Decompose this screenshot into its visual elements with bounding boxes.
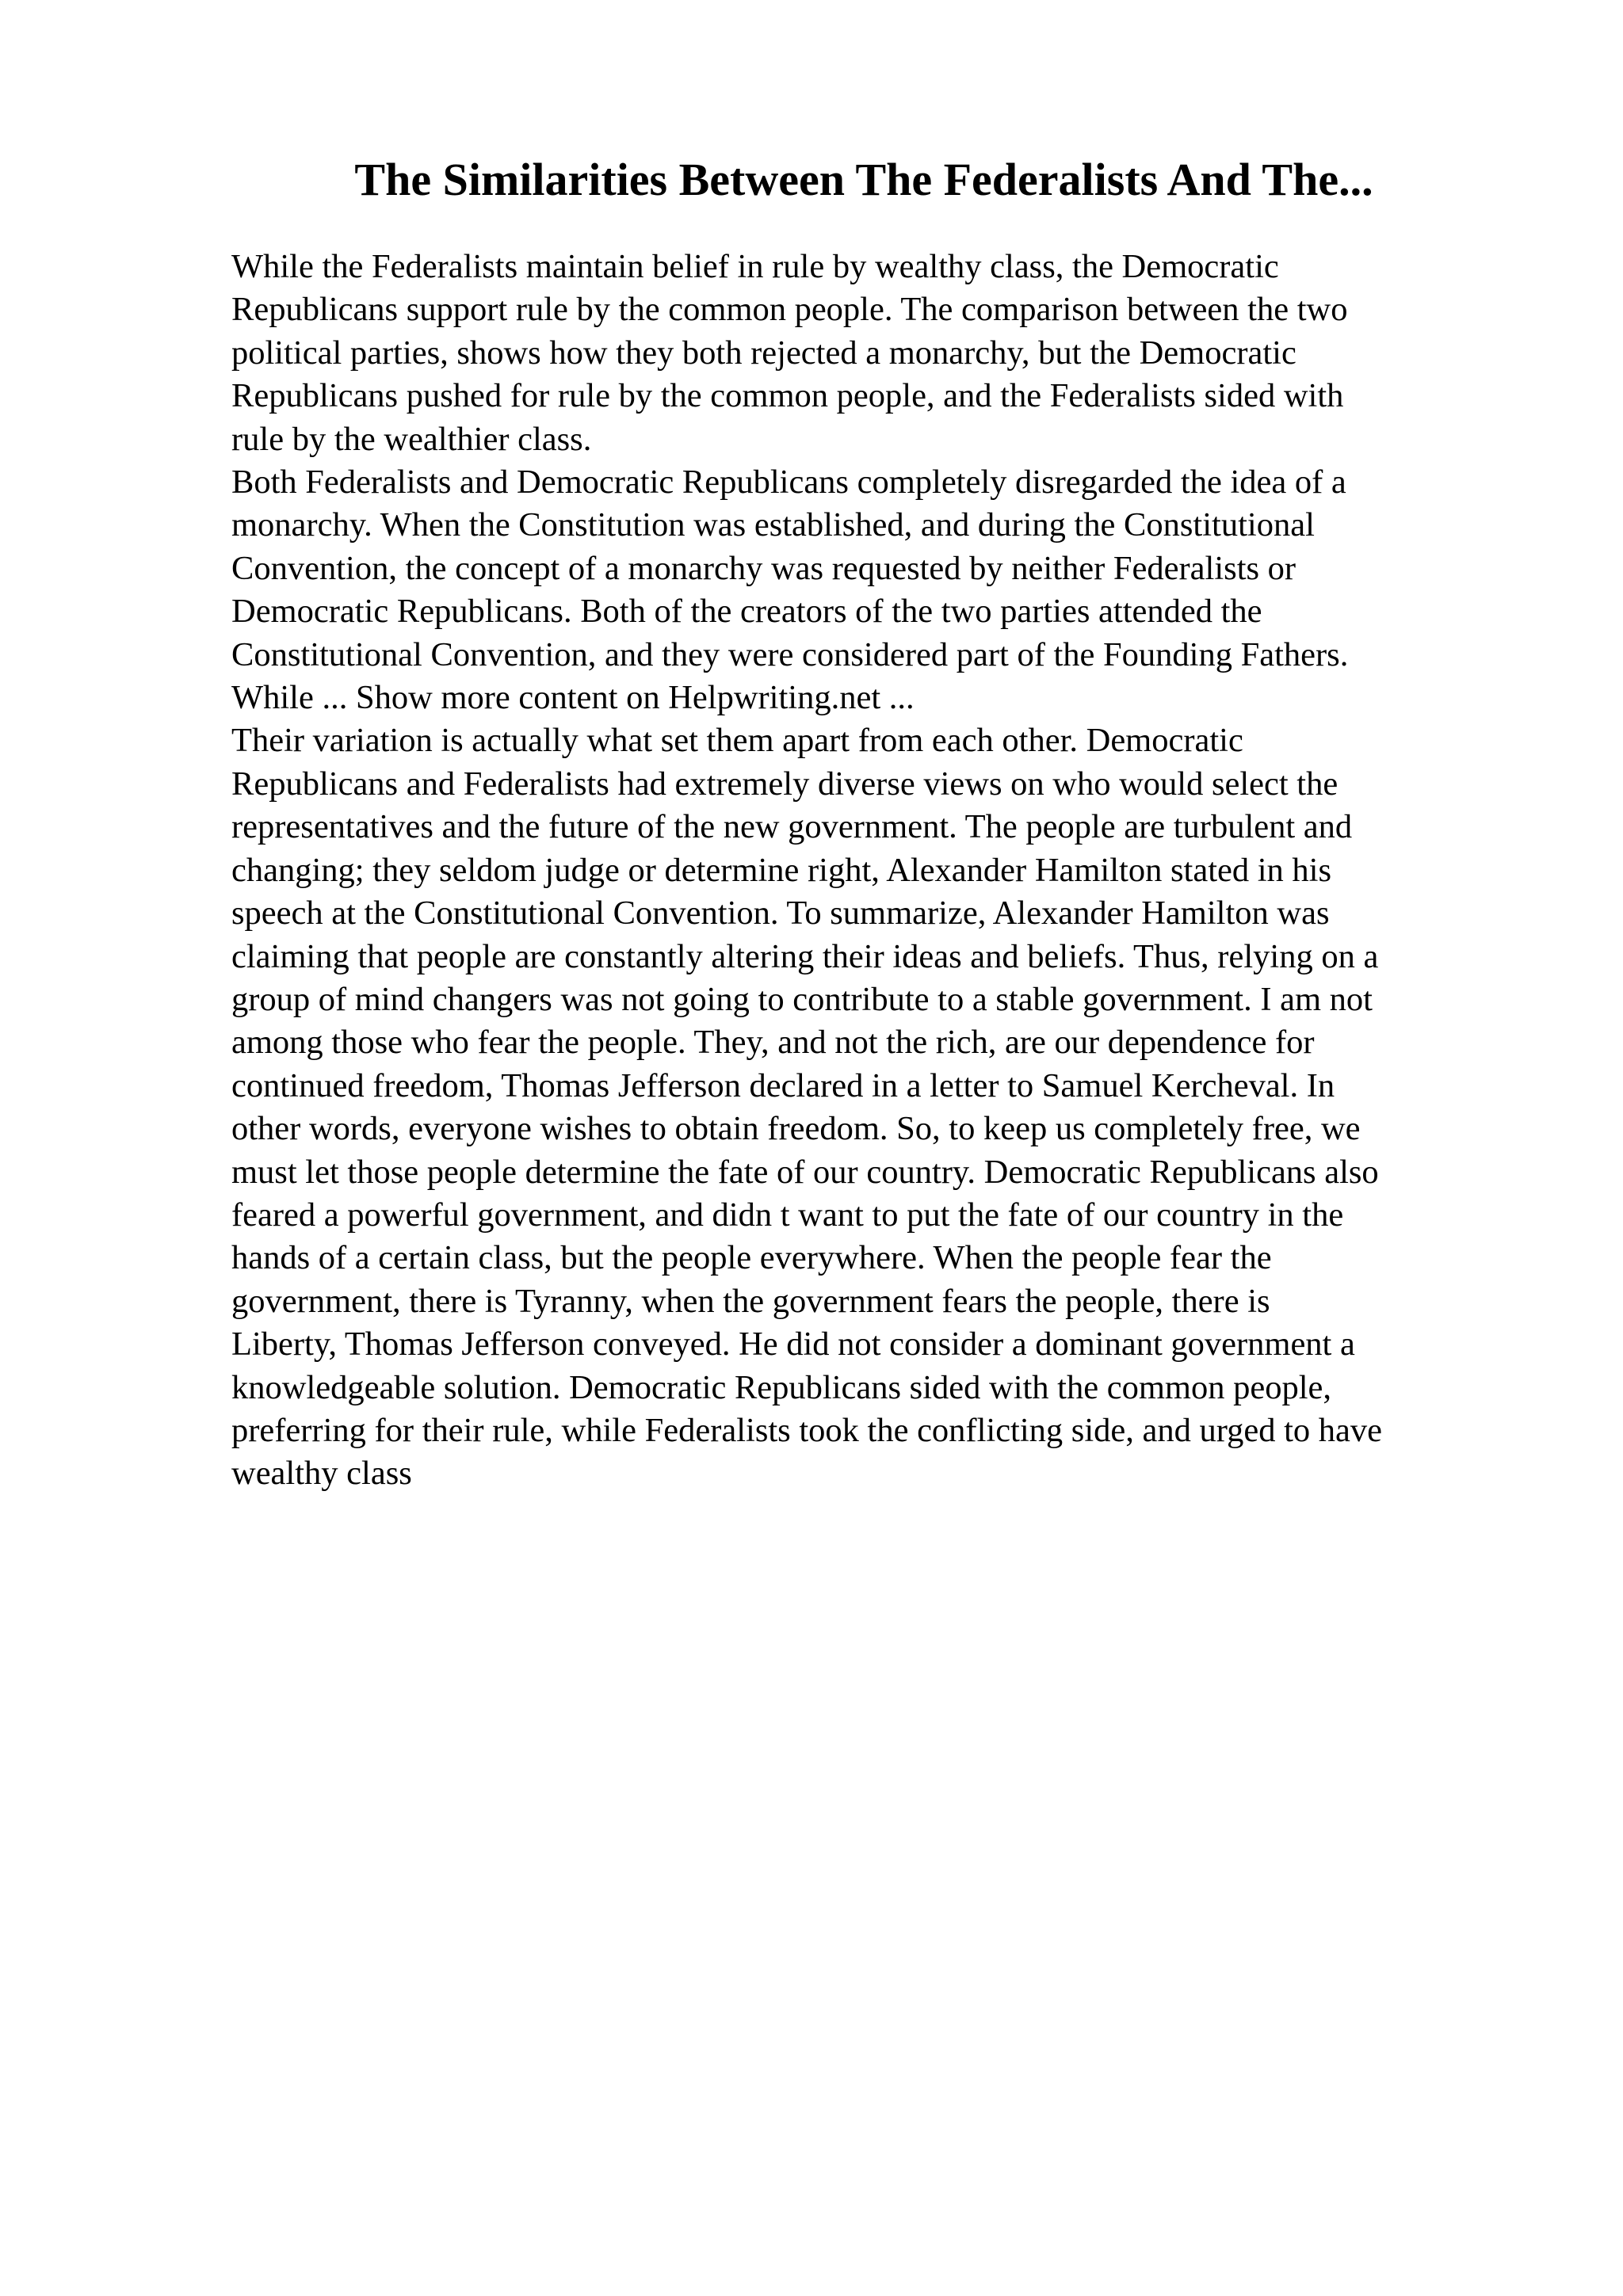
body-text-line: Liberty, Thomas Jefferson conveyed. He did not consider a dominant government a [231, 1325, 1355, 1363]
body-text-line: continued freedom, Thomas Jefferson declared in a letter to Samuel Kercheval. In [231, 1066, 1335, 1104]
body-text-line: hands of a certain class, but the people everywhere. When the people fear the [231, 1239, 1272, 1277]
body-text-line: Constitutional Convention, and they were considered part of the Founding Fathers. [231, 635, 1349, 673]
body-text-line: changing; they seldom judge or determine right, Alexander Hamilton stated in his [231, 851, 1332, 889]
body-text-line: Democratic Republicans. Both of the creators of the two parties attended the [231, 593, 1262, 631]
body-text-line: Republicans pushed for rule by the common people, and the Federalists sided with [231, 377, 1344, 415]
body-text-line: While the Federalists maintain belief in rule by wealthy class, the Democratic [231, 248, 1279, 285]
body-text-line: claiming that people are constantly altering their ideas and beliefs. Thus, relying on a [231, 937, 1379, 975]
body-text-line: monarchy. When the Constitution was established, and during the Constitutional [231, 506, 1315, 544]
body-text-line: government, there is Tyranny, when the government fears the people, there is [231, 1282, 1270, 1320]
body-text-line: preferring for their rule, while Federalists took the conflicting side, and urged to have [231, 1411, 1383, 1449]
body-text-line: Their variation is actually what set them apart from each other. Democratic [231, 722, 1243, 760]
body-text-line: Both Federalists and Democratic Republicans completely disregarded the idea of a [231, 463, 1346, 502]
body-text-line: While ... Show more content on Helpwriting.net ... [231, 679, 915, 717]
body-text-line: knowledgeable solution. Democratic Republicans sided with the common people, [231, 1368, 1331, 1406]
body-text-line: other words, everyone wishes to obtain freedom. So, to keep us completely free, we [231, 1110, 1361, 1148]
document-body [231, 246, 1547, 1496]
body-text-line: Republicans support rule by the common people. The comparison between the two [231, 291, 1348, 329]
body-text-line: political parties, shows how they both rejected a monarchy, but the Democratic [231, 334, 1296, 372]
body-text-line: rule by the wealthier class. [231, 420, 592, 458]
body-text-line: Convention, the concept of a monarchy was requested by neither Federalists or [231, 549, 1296, 587]
body-text-line: group of mind changers was not going to contribute to a stable government. I am not [231, 980, 1373, 1018]
body-text-line: representatives and the future of the new government. The people are turbulent and [231, 808, 1353, 846]
body-text-line: wealthy class [231, 1455, 412, 1493]
document-title: The Similarities Between The Federalists And The... [354, 154, 1373, 205]
body-text-line: feared a powerful government, and didn t want to put the fate of our country in the [231, 1196, 1344, 1234]
body-text-line: among those who fear the people. They, and not the rich, are our dependence for [231, 1024, 1315, 1062]
body-text-line: must let those people determine the fate of our country. Democratic Republicans also [231, 1153, 1379, 1191]
body-text-line: Republicans and Federalists had extremely diverse views on who would select the [231, 765, 1338, 803]
body-text-line: speech at the Constitutional Convention. To summarize, Alexander Hamilton was [231, 894, 1330, 933]
